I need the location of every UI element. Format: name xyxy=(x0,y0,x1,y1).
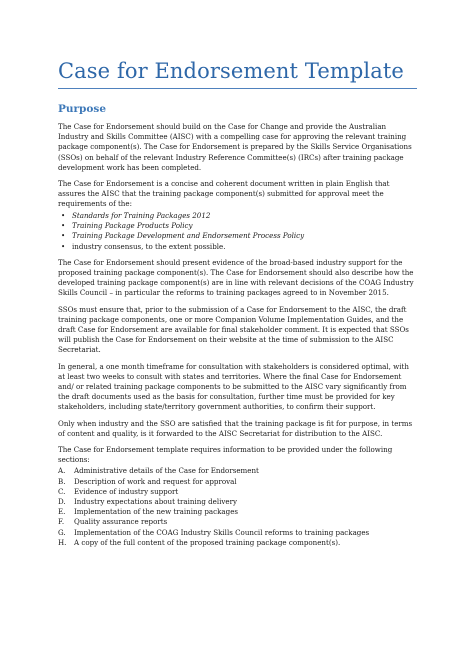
list-marker: C. xyxy=(58,486,66,496)
list-item-text: Quality assurance reports xyxy=(74,517,168,527)
list-marker: B. xyxy=(58,476,66,486)
paragraph-consultation: In general, a one month timeframe for consultation with stakeholders is considered optimal, with at least two weeks to consult with states and territories. Where the final Case for Endorsement and/ or related training package components to be submitted to the AISC vary significantly from the draft documents used as the basis for consultation, further time must be provided for key stakeholders, including state/territory government authorities, to confirm their support. xyxy=(58,361,409,412)
requirements-list xyxy=(58,211,417,252)
list-item-text: Administrative details of the Case for Endorsement xyxy=(74,466,259,476)
list-item xyxy=(58,517,417,527)
paragraph-concise-document: The Case for Endorsement is a concise and coherent document written in plain English that assures the AISC that the training package component(s) submitted for approval meet the requirements of the: xyxy=(58,179,390,209)
list-item xyxy=(58,466,417,476)
list-item xyxy=(58,538,417,548)
list-marker: E. xyxy=(58,507,66,517)
list-item xyxy=(58,477,417,487)
list-item-text: Description of work and request for approval xyxy=(74,476,237,486)
list-item xyxy=(58,528,417,538)
list-item: • Standards for Training Packages 2012 xyxy=(72,211,417,221)
list-marker: G. xyxy=(58,527,66,537)
list-item-text: Industry expectations about training delivery xyxy=(74,497,238,507)
paragraph-industry-support: The Case for Endorsement should present evidence of the broad-based industry support for the proposed training package component(s). The Case for Endorsement should also describe how the developed training package component(s) are in line with relevant decisions of the COAG Industry Skills Council – in particular the reforms to training packages agreed to in November 2015. xyxy=(58,257,414,298)
paragraph-sso-submission: SSOs must ensure that, prior to the submission of a Case for Endorsement to the AISC, the draft training package components, one or more Companion Volume Implementation Guides, and the draft Case for Endorsement are available for final stakeholder comment. It is expected that SSOs will publish the Case for Endorsement on their website at the time of submission to the AISC Secretariat. xyxy=(58,304,409,355)
paragraph-intro: The Case for Endorsement should build on the Case for Change and provide the Australian Industry and Skills Committee (AISC) with a compelling case for approving the relevant training package component(s). The Case for Endorsement is prepared by the Skills Service Organisations (SSOs) on behalf of the relevant Industry Reference Committee(s) (IRCs) after training package development work has been completed. xyxy=(58,122,412,172)
list-item-text: Evidence of industry support xyxy=(74,486,179,496)
list-marker: H. xyxy=(58,537,67,547)
list-marker: D. xyxy=(58,497,66,507)
paragraph-template-sections: The Case for Endorsement template requires information to be provided under the following sections: xyxy=(58,445,393,465)
list-item: • Training Package Development and Endorsement Process Policy xyxy=(72,231,417,241)
list-item xyxy=(58,487,417,497)
list-item: • industry consensus, to the extent possible. xyxy=(72,242,417,252)
list-marker: F. xyxy=(58,517,65,527)
title-underline xyxy=(58,88,417,89)
list-item xyxy=(58,507,417,517)
list-marker: A. xyxy=(58,466,66,476)
sections-list xyxy=(58,466,417,548)
list-item: • Training Package Products Policy xyxy=(72,221,417,231)
list-item xyxy=(58,497,417,507)
list-item-text: Implementation of the new training packages xyxy=(74,507,239,517)
section-heading-purpose: Purpose xyxy=(58,103,106,115)
document-title: Case for Endorsement Template xyxy=(58,59,404,83)
list-item-text: A copy of the full content of the proposed training package component(s). xyxy=(74,537,341,547)
list-item-text: Implementation of the COAG Industry Skills Council reforms to training packages xyxy=(74,527,370,537)
paragraph-fit-for-purpose: Only when industry and the SSO are satisfied that the training package is fit for purpose, in terms of content and quality, is it forwarded to the AISC Secretariat for distribution to the AISC. xyxy=(58,418,413,438)
